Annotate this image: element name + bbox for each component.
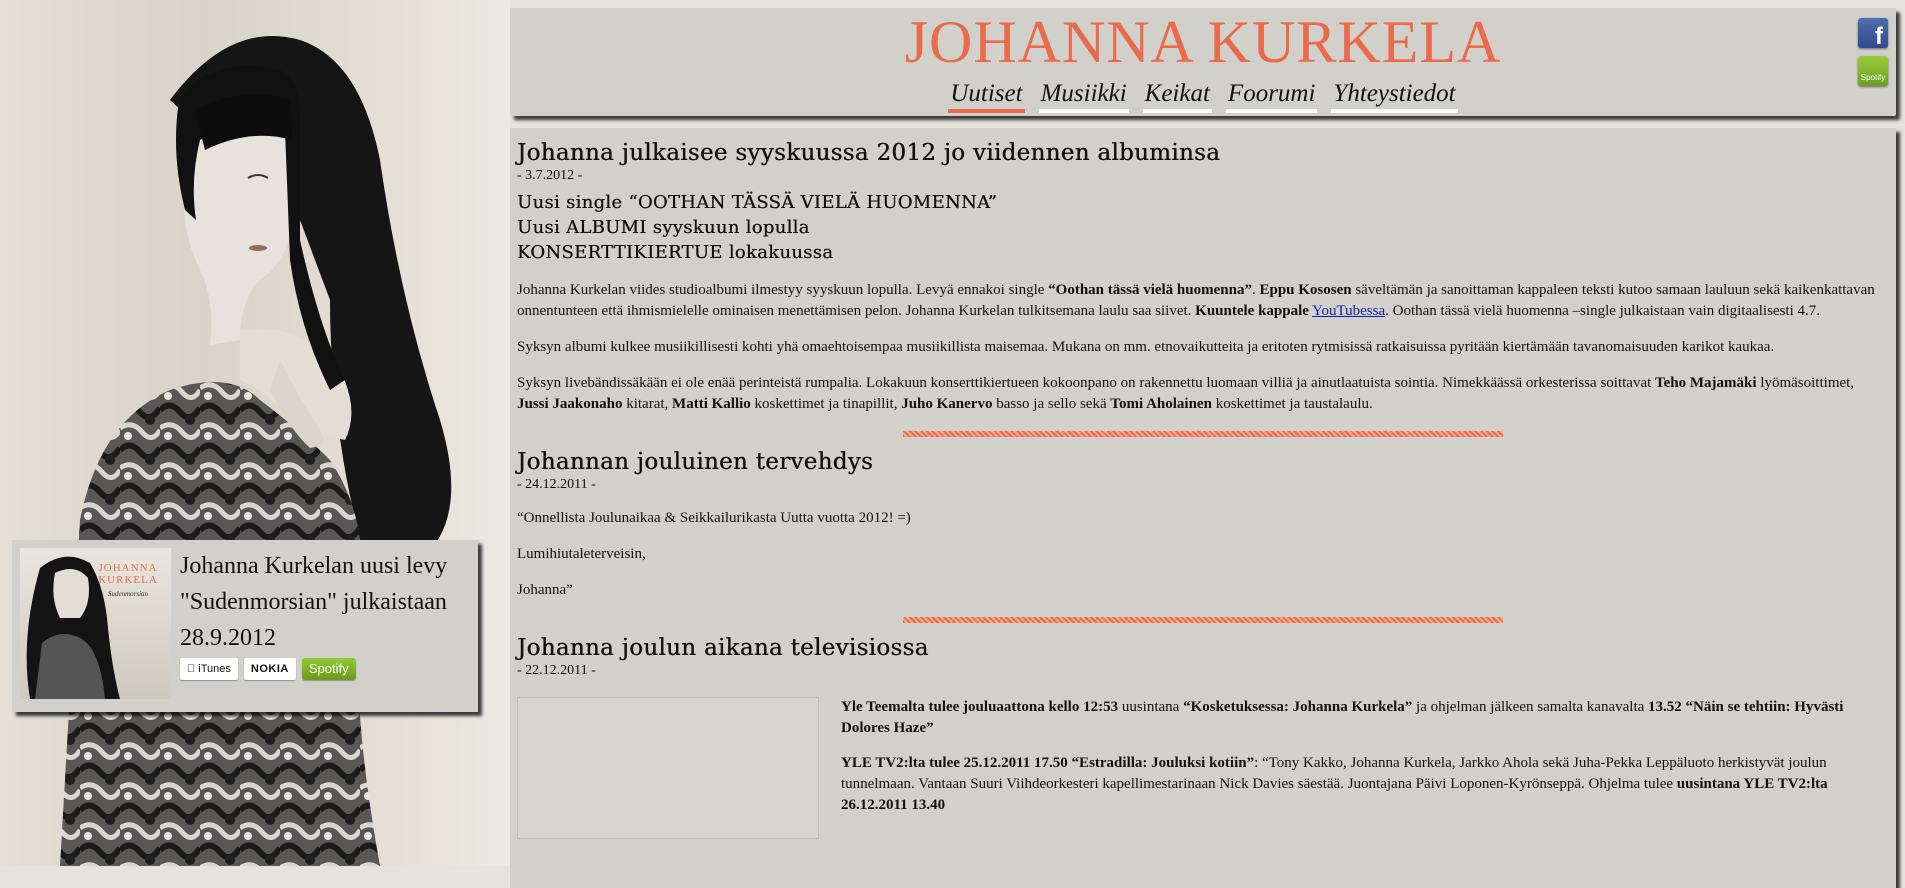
article-title[interactable]: Johannan jouluinen tervehdys: [517, 449, 874, 475]
nav-item-musiikki[interactable]: Musiikki: [1039, 80, 1129, 113]
article-paragraph: Yle Teemalta tulee jouluaattona kello 12:53 uusintana “Kosketuksessa: Johanna Kurkela” ja ohjelman jälkeen samalta kanavalta 13.52 “Näin se tehtiin: Hyvästi Dolores Haze”: [841, 699, 1844, 736]
promo-text: Johanna Kurkelan uusi levy "Sudenmorsian" julkaistaan 28.9.2012: [180, 553, 448, 651]
video-embed[interactable]: [517, 697, 819, 839]
youtube-link[interactable]: YouTubessa: [1312, 303, 1386, 319]
spotify-button[interactable]: Spotify: [302, 658, 356, 680]
article-subhead: KONSERTTIKIERTUE lokakuussa: [517, 242, 834, 263]
article-date: - 3.7.2012 -: [517, 168, 583, 183]
nav-item-uutiset[interactable]: Uutiset: [948, 80, 1024, 113]
portrait-illustration: [0, 0, 510, 866]
article-paragraph: “Onnellista Joulunaikaa & Seikkailurikasta Uutta vuotta 2012! =): [517, 510, 911, 526]
nav-item-foorumi[interactable]: Foorumi: [1226, 80, 1318, 113]
article-paragraph: YLE TV2:lta tulee 25.12.2011 17.50 “Estradilla: Jouluksi kotiin”: “Tony Kakko, Johanna Kurkela, Jarkko Ahola sekä Juha-Pekka Leppäluoto herkistyvät joulun tunnelmaan. Vantaan Suuri Viihdeorkesteri kapellimestarinaan Nick Davies säestää. Juontajana Päivi Loponen-Kyrönseppä. Ohjelma tulee uusintana YLE TV2:lta 26.12.2011 13.40: [841, 755, 1828, 813]
article-date: - 22.12.2011 -: [517, 663, 596, 678]
spotify-icon[interactable]: Spotify: [1858, 56, 1888, 86]
news-article: [510, 140, 1896, 415]
album-promo: [12, 540, 478, 712]
article-paragraph: Lumihiutaleterveisin,: [517, 546, 646, 562]
article-divider: [903, 617, 1503, 623]
article-date: - 24.12.2011 -: [517, 477, 596, 492]
site-header: [510, 8, 1896, 116]
facebook-icon[interactable]: f: [1858, 18, 1888, 48]
news-article: [510, 449, 1896, 601]
main-navigation: [510, 80, 1896, 113]
article-divider: [903, 431, 1503, 437]
article-subhead: Uusi single “OOTHAN TÄSSÄ VIELÄ HUOMENNA”: [517, 192, 998, 213]
cover-album: Sudenmorsian: [107, 590, 149, 598]
tv-schedule: [841, 697, 1888, 839]
store-buttons: [180, 658, 356, 680]
site-title[interactable]: JOHANNA KURKELA: [904, 9, 1502, 75]
article-title[interactable]: Johanna joulun aikana televisiossa: [517, 635, 929, 661]
article-title[interactable]: Johanna julkaisee syyskuussa 2012 jo viidennen albuminsa: [517, 140, 1221, 166]
news-content: [510, 128, 1896, 888]
album-cover[interactable]: [20, 548, 171, 699]
article-paragraph: Syksyn livebändissäkään ei ole enää perinteistä rumpalia. Lokakuun konserttikiertueen kokoonpano on rakennettu luomaan villiä ja ainutlaatuista sointia. Nimekkäässä orkesterissa soittavat Teho Majamäki lyömäsoittimet, Jussi Jaakonaho kitarat, Matti Kallio koskettimet ja tinapillit, Juho Kanervo basso ja sello sekä Tomi Aholainen koskettimet ja taustalaulu.: [517, 375, 1855, 412]
news-article: [510, 635, 1896, 839]
tv-row: [517, 697, 1888, 839]
cover-artist: JOHANNA KURKELA: [98, 562, 158, 586]
article-subhead: Uusi ALBUMI syyskuun lopulla: [517, 217, 810, 238]
article-paragraph: Johanna Kurkelan viides studioalbumi ilmestyy syyskuun lopulla. Levyä ennakoi single “Oothan tässä vielä huomenna”. Eppu Kososen säveltämän ja sanoittaman kappaleen teksti kutoo samaan lauluun sekä kaikenkattavan onnentunteen että ihmismielelle ominaisen menettämisen pelon. Johanna Kurkelan tulkitsemana laulu saa siivet. Kuuntele kappale YouTubessa. Oothan tässä vielä huomenna –single julkaistaan vain digitaalisesti 4.7.: [517, 282, 1875, 319]
article-paragraph: Johanna”: [517, 582, 573, 598]
article-paragraph: Syksyn albumi kulkee musiikillisesti kohti yhä omaehtoisempaa musiikillista maisemaa. Mukana on mm. etnovaikutteita ja eritoten rytmisissä ratkaisuissa pyritään kiertämään tavanomaisuuden karikot kaukaa.: [517, 339, 1775, 355]
nokia-button[interactable]: NOKIA: [244, 658, 296, 680]
nav-item-yhteystiedot[interactable]: Yhteystiedot: [1331, 80, 1457, 113]
itunes-button[interactable]: iTunes: [180, 658, 238, 680]
background-photo: [0, 0, 510, 866]
nav-item-keikat[interactable]: Keikat: [1143, 80, 1212, 113]
